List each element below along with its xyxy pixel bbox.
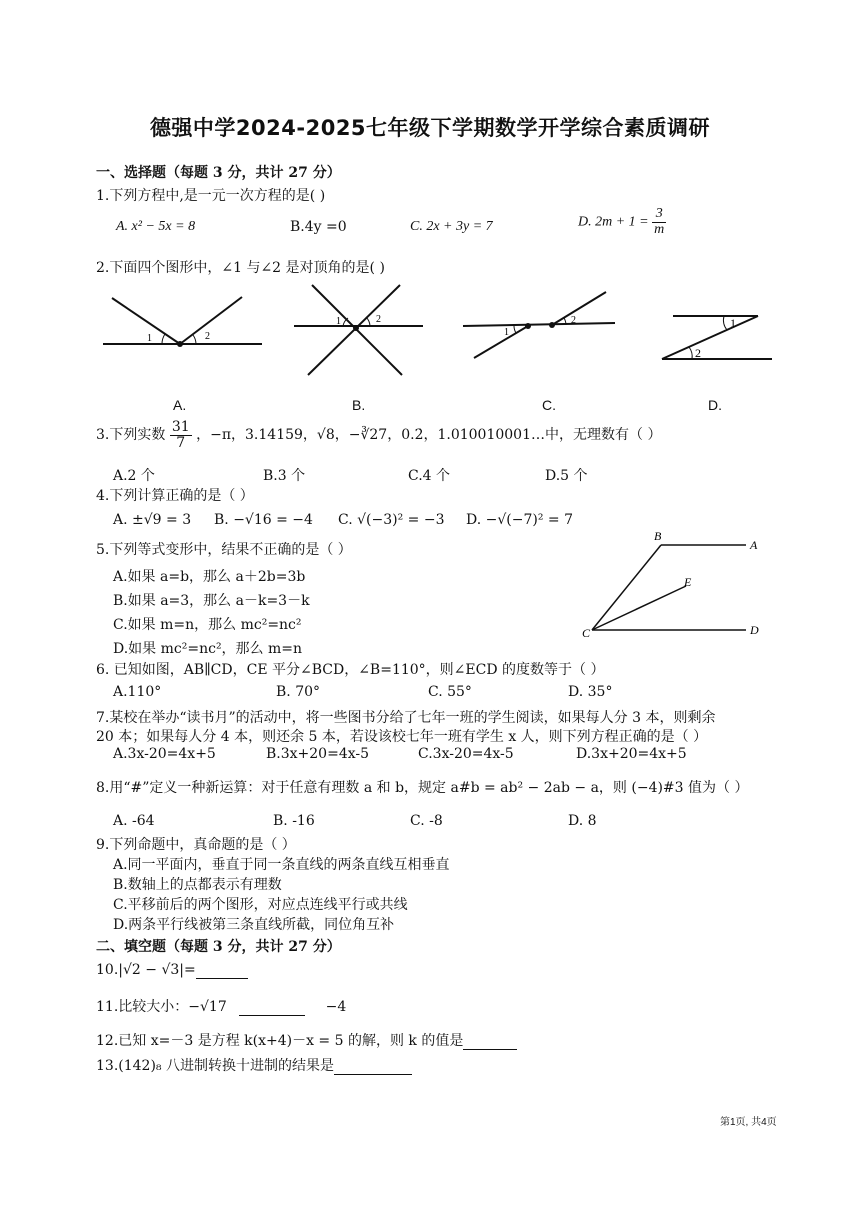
q12-line [96,1030,517,1050]
q4-option-a: A. ±√9 = 3 [113,512,192,528]
q1-d-denominator: m [654,221,665,237]
q7-option-a: A.3x-20=4x+5 [113,746,216,762]
q3-option-a: A.2 个 [113,468,155,484]
q5-option-b: B.如果 a=3，那么 a－k=3－k [113,593,310,609]
q1-option-d-prefix: D. 2m + 1 = [578,214,649,230]
q1-d-numerator: 3 [652,207,666,223]
q6-option-b: B. 70° [276,684,321,700]
q6-option-d: D. 35° [568,684,613,700]
q5-option-c: C.如果 m=n，那么 mc²=nc² [113,617,302,633]
q1-option-d [578,207,666,237]
q6-option-a: A.110° [113,684,162,700]
q3-stem-prefix: 3.下列实数 [96,427,166,444]
q2-a-angle-2: 2 [205,331,210,342]
q7-option-c: C.3x-20=4x-5 [418,746,514,762]
q3-fraction [170,420,192,450]
q8-option-d: D. 8 [568,813,597,829]
q2-label-c: C. [542,397,556,413]
q9-option-b: B.数轴上的点都表示有理数 [113,877,282,893]
q1-option-c: C. 2x + 3y = 7 [410,219,493,234]
q9-option-a: A.同一平面内，垂直于同一条直线的两条直线互相垂直 [113,857,450,873]
q3-fraction-denominator: 7 [176,434,186,451]
q9-option-d: D.两条平行线被第三条直线所截，同位角互补 [113,917,395,933]
q13-line [96,1055,412,1075]
q11-answer-blank[interactable] [239,999,305,1016]
q7-option-b: B.3x+20=4x-5 [266,746,370,762]
q11-rhs: −4 [325,999,347,1015]
q6-label-a: A [750,538,758,552]
q6-label-b: B [654,529,662,543]
q8-option-b: B. -16 [273,813,315,829]
q2-figure-c [463,292,615,358]
q7-line-2: 20 本；如果每人分 4 本，则还余 5 本，若设该校七年一班有学生 x 人，则下列方程正确的是（ ） [96,729,708,745]
q4-option-d: D. −√(−7)² = 7 [466,512,573,528]
page-footer: 第1页, 共4页 [720,1117,777,1128]
q5-option-d: D.如果 mc²=nc²，那么 m=n [113,641,303,657]
q2-d-angle-1: 1 [730,316,736,330]
q7-line-1: 7.某校在举办“读书月”的活动中，将一些图书分给了七年一班的学生阅读，如果每人分 3 本，则剩余 [96,710,716,726]
q3-option-c: C.4 个 [408,468,451,484]
q6-stem: 6. 已知如图，AB∥CD，CE 平分∠BCD，∠B=110°，则∠ECD 的度数等于（ ） [96,662,605,678]
q11-stem: 11.比较大小：−√17 [96,999,227,1015]
q8-stem: 8.用“#”定义一种新运算：对于任意有理数 a 和 b，规定 a#b = ab² − 2ab − a，则 (−4)#3 值为（ ） [96,780,749,796]
q4-stem: 4.下列计算正确的是（ ） [96,488,254,504]
section-2-heading: 二、填空题（每题 3 分，共计 27 分） [96,939,341,955]
q2-b-angle-1: 1 [336,316,341,327]
q6-figure [578,528,768,646]
q2-label-b: B. [352,397,366,413]
q1-stem: 1.下列方程中,是一元一次方程的是( ) [96,188,326,204]
section-1-heading: 一、选择题（每题 3 分，共计 27 分） [96,165,341,181]
q13-answer-blank[interactable] [334,1058,412,1075]
q1-option-a: A. x² − 5x = 8 [116,219,196,234]
q2-label-a: A. [173,397,187,413]
q6-label-d: D [750,623,759,637]
q1-option-d-fraction [652,207,666,237]
q3-stem [96,420,661,450]
q2-d-angle-2: 2 [695,346,701,360]
q2-c-angle-1: 1 [504,327,509,338]
q5-stem: 5.下列等式变形中，结果不正确的是（ ） [96,542,352,558]
q4-option-c: C. √(−3)² = −3 [338,512,445,528]
q2-figure-a [103,297,262,347]
q6-option-c: C. 55° [428,684,472,700]
q12-stem: 12.已知 x=－3 是方程 k(x+4)－x = 5 的解，则 k 的值是 [96,1033,464,1049]
q8-option-c: C. -8 [410,813,443,829]
q2-label-d: D. [708,397,722,413]
q2-figure-b [294,285,423,375]
q1-option-b: B.4y =0 [290,219,347,235]
q2-b-angle-2: 2 [376,314,381,325]
q10-line [96,962,248,979]
q5-option-a: A.如果 a=b，那么 a＋2b=3b [113,569,306,585]
q3-fraction-numerator: 31 [171,419,190,435]
q13-stem: 13.(142)₈ 八进制转换十进制的结果是 [96,1058,334,1074]
q6-label-c: C [582,626,591,640]
q2-c-angle-2: 2 [571,315,576,326]
q8-option-a: A. -64 [113,813,155,829]
q9-option-c: C.平移前后的两个图形，对应点连线平行或共线 [113,897,408,913]
q3-option-d: D.5 个 [545,468,588,484]
page-title: 德强中学2024-2025七年级下学期数学开学综合素质调研 [149,116,711,140]
q3-stem-rest: ，−π，3.14159，√8，−∛27，0.2̇，1.010010001…中，无理数有（ ） [196,427,662,444]
q11-line [96,996,346,1016]
q9-stem: 9.下列命题中，真命题的是（ ） [96,837,296,853]
q2-figure-d [662,316,772,360]
q6-label-e: E [684,575,692,589]
q10-answer-blank[interactable] [196,962,248,979]
q3-option-b: B.3 个 [263,468,306,484]
q4-option-b: B. −√16 = −4 [214,512,313,528]
q2-a-angle-1: 1 [147,333,152,344]
q2-figures [90,280,790,385]
q10-stem: 10.|√2 − √3|= [96,962,196,978]
q12-answer-blank[interactable] [463,1033,517,1050]
q2-stem: 2.下面四个图形中，∠1 与∠2 是对顶角的是( ) [96,260,385,276]
q7-option-d: D.3x+20=4x+5 [576,746,687,762]
